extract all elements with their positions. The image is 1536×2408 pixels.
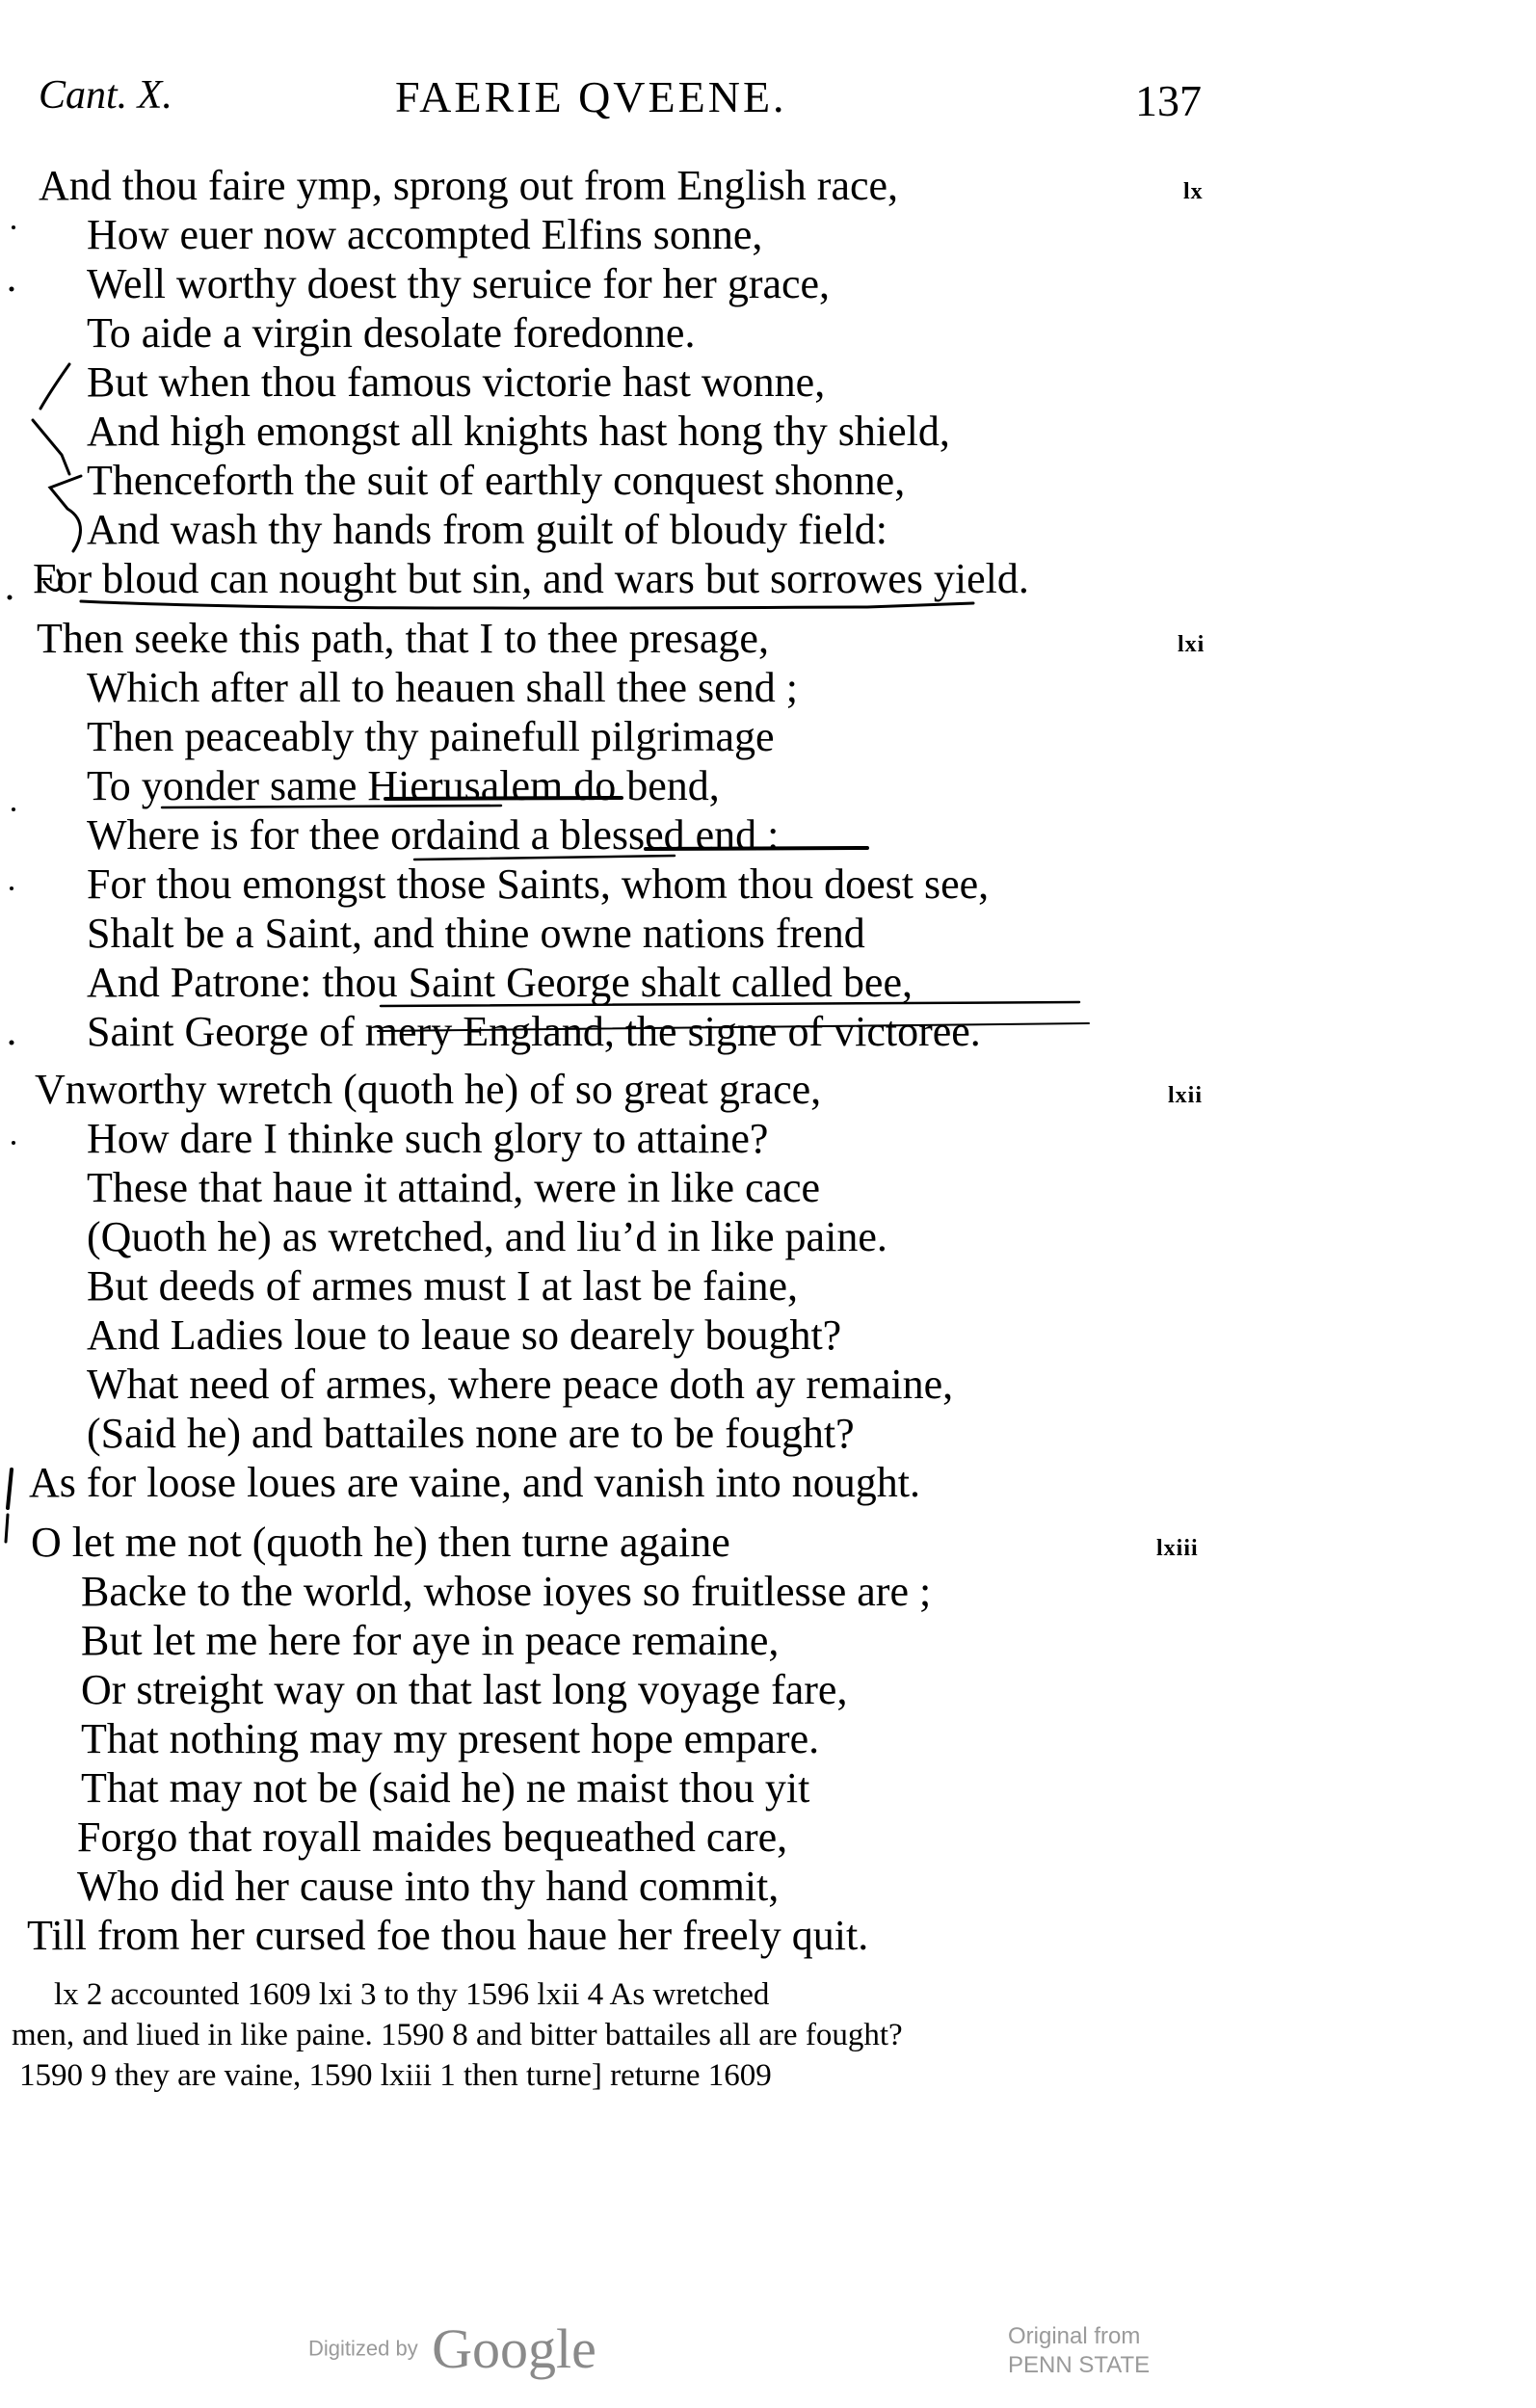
verse-line: And Ladies loue to leaue so dearely bought? (87, 1311, 842, 1359)
verse-line: What need of armes, where peace doth ay remaine, (87, 1361, 954, 1408)
stanza-number: lxi (1178, 632, 1205, 657)
running-head-canto: Cant. X. (39, 73, 172, 118)
verse-line: Vnworthy wretch (quoth he) of so great grace, (35, 1066, 822, 1113)
verse-line: For thou emongst those Saints, whom thou doest see, (87, 860, 990, 908)
verse-line: But when thou famous victorie hast wonne, (87, 358, 826, 406)
verse-line: To yonder same Hierusalem do bend, (87, 762, 720, 809)
verse-line: That nothing may my present hope empare. (81, 1715, 820, 1762)
note-line: men, and liued in like paine. 1590 8 and bitter battailes all are fought? (12, 2018, 903, 2052)
stanza-number: lxiii (1156, 1536, 1199, 1561)
verse-line: Shalt be a Saint, and thine owne nations frend (87, 910, 865, 957)
google-logo: Google (432, 2317, 596, 2380)
verse-line: As for loose loues are vaine, and vanish into nought. (29, 1459, 921, 1506)
verse-line: But let me here for aye in peace remaine, (81, 1617, 780, 1664)
note-line: lx 2 accounted 1609 lxi 3 to thy 1596 lxii 4 As wretched (54, 1977, 770, 2012)
institution-name: PENN STATE (1008, 2352, 1151, 2378)
verse-line: (Quoth he) as wretched, and liu’d in like paine. (87, 1213, 887, 1260)
verse-line: Backe to the world, whose ioyes so fruitlesse are ; (81, 1568, 932, 1615)
verse-line: Which after all to heauen shall thee send ; (87, 664, 798, 711)
verse-line: Thenceforth the suit of earthly conquest shonne, (87, 457, 906, 504)
verse-line: Well worthy doest thy seruice for her grace, (87, 260, 831, 307)
verse-line: And Patrone: thou Saint George shalt called bee, (87, 959, 913, 1006)
verse-line: But deeds of armes must I at last be faine, (87, 1262, 799, 1310)
note-line: 1590 9 they are vaine, 1590 lxiii 1 then turne] returne 1609 (19, 2058, 772, 2093)
verse-line: Who did her cause into thy hand commit, (77, 1863, 780, 1910)
digitized-by-label: Digitized by (308, 2336, 418, 2361)
verse-line: Where is for thee ordaind a blessed end : (87, 811, 780, 859)
verse-line: And wash thy hands from guilt of bloudy field: (87, 506, 888, 553)
verse-line: These that haue it attaind, were in like cace (87, 1164, 821, 1211)
verse-line: How dare I thinke such glory to attaine? (87, 1115, 769, 1162)
page-number: 137 (1135, 76, 1202, 125)
running-head-title: FAERIE QVEENE. (395, 72, 787, 121)
stanza-number: lxii (1168, 1083, 1204, 1108)
verse-line: Or streight way on that last long voyage fare, (81, 1666, 848, 1713)
original-source (1008, 2322, 1150, 2380)
verse-line: Then peaceably thy painefull pilgrimage (87, 713, 775, 760)
verse-line: Till from her cursed foe thou haue her freely quit. (27, 1912, 869, 1959)
verse-line: And high emongst all knights hast hong thy shield, (87, 408, 950, 455)
verse-line: Saint George of mery England, the signe of victoree. (87, 1008, 981, 1055)
verse-line: That may not be (said he) ne maist thou yit (81, 1764, 810, 1812)
verse-line: Then seeke this path, that I to thee presage, (37, 615, 769, 662)
verse-line: To aide a virgin desolate foredonne. (87, 309, 696, 357)
digitized-credit (308, 2316, 596, 2381)
verse-line: For bloud can nought but sin, and wars but sorrowes yield. (33, 555, 1029, 602)
verse-line: Forgo that royall maides bequeathed care, (77, 1813, 788, 1861)
original-from-label: Original from (1008, 2323, 1141, 2349)
stanza-number: lx (1183, 179, 1204, 204)
verse-line: (Said he) and battailes none are to be fought? (87, 1410, 855, 1457)
verse-line: How euer now accompted Elfins sonne, (87, 211, 763, 258)
verse-line: And thou faire ymp, sprong out from English race, (39, 162, 899, 209)
verse-line: O let me not (quoth he) then turne againe (31, 1519, 730, 1566)
